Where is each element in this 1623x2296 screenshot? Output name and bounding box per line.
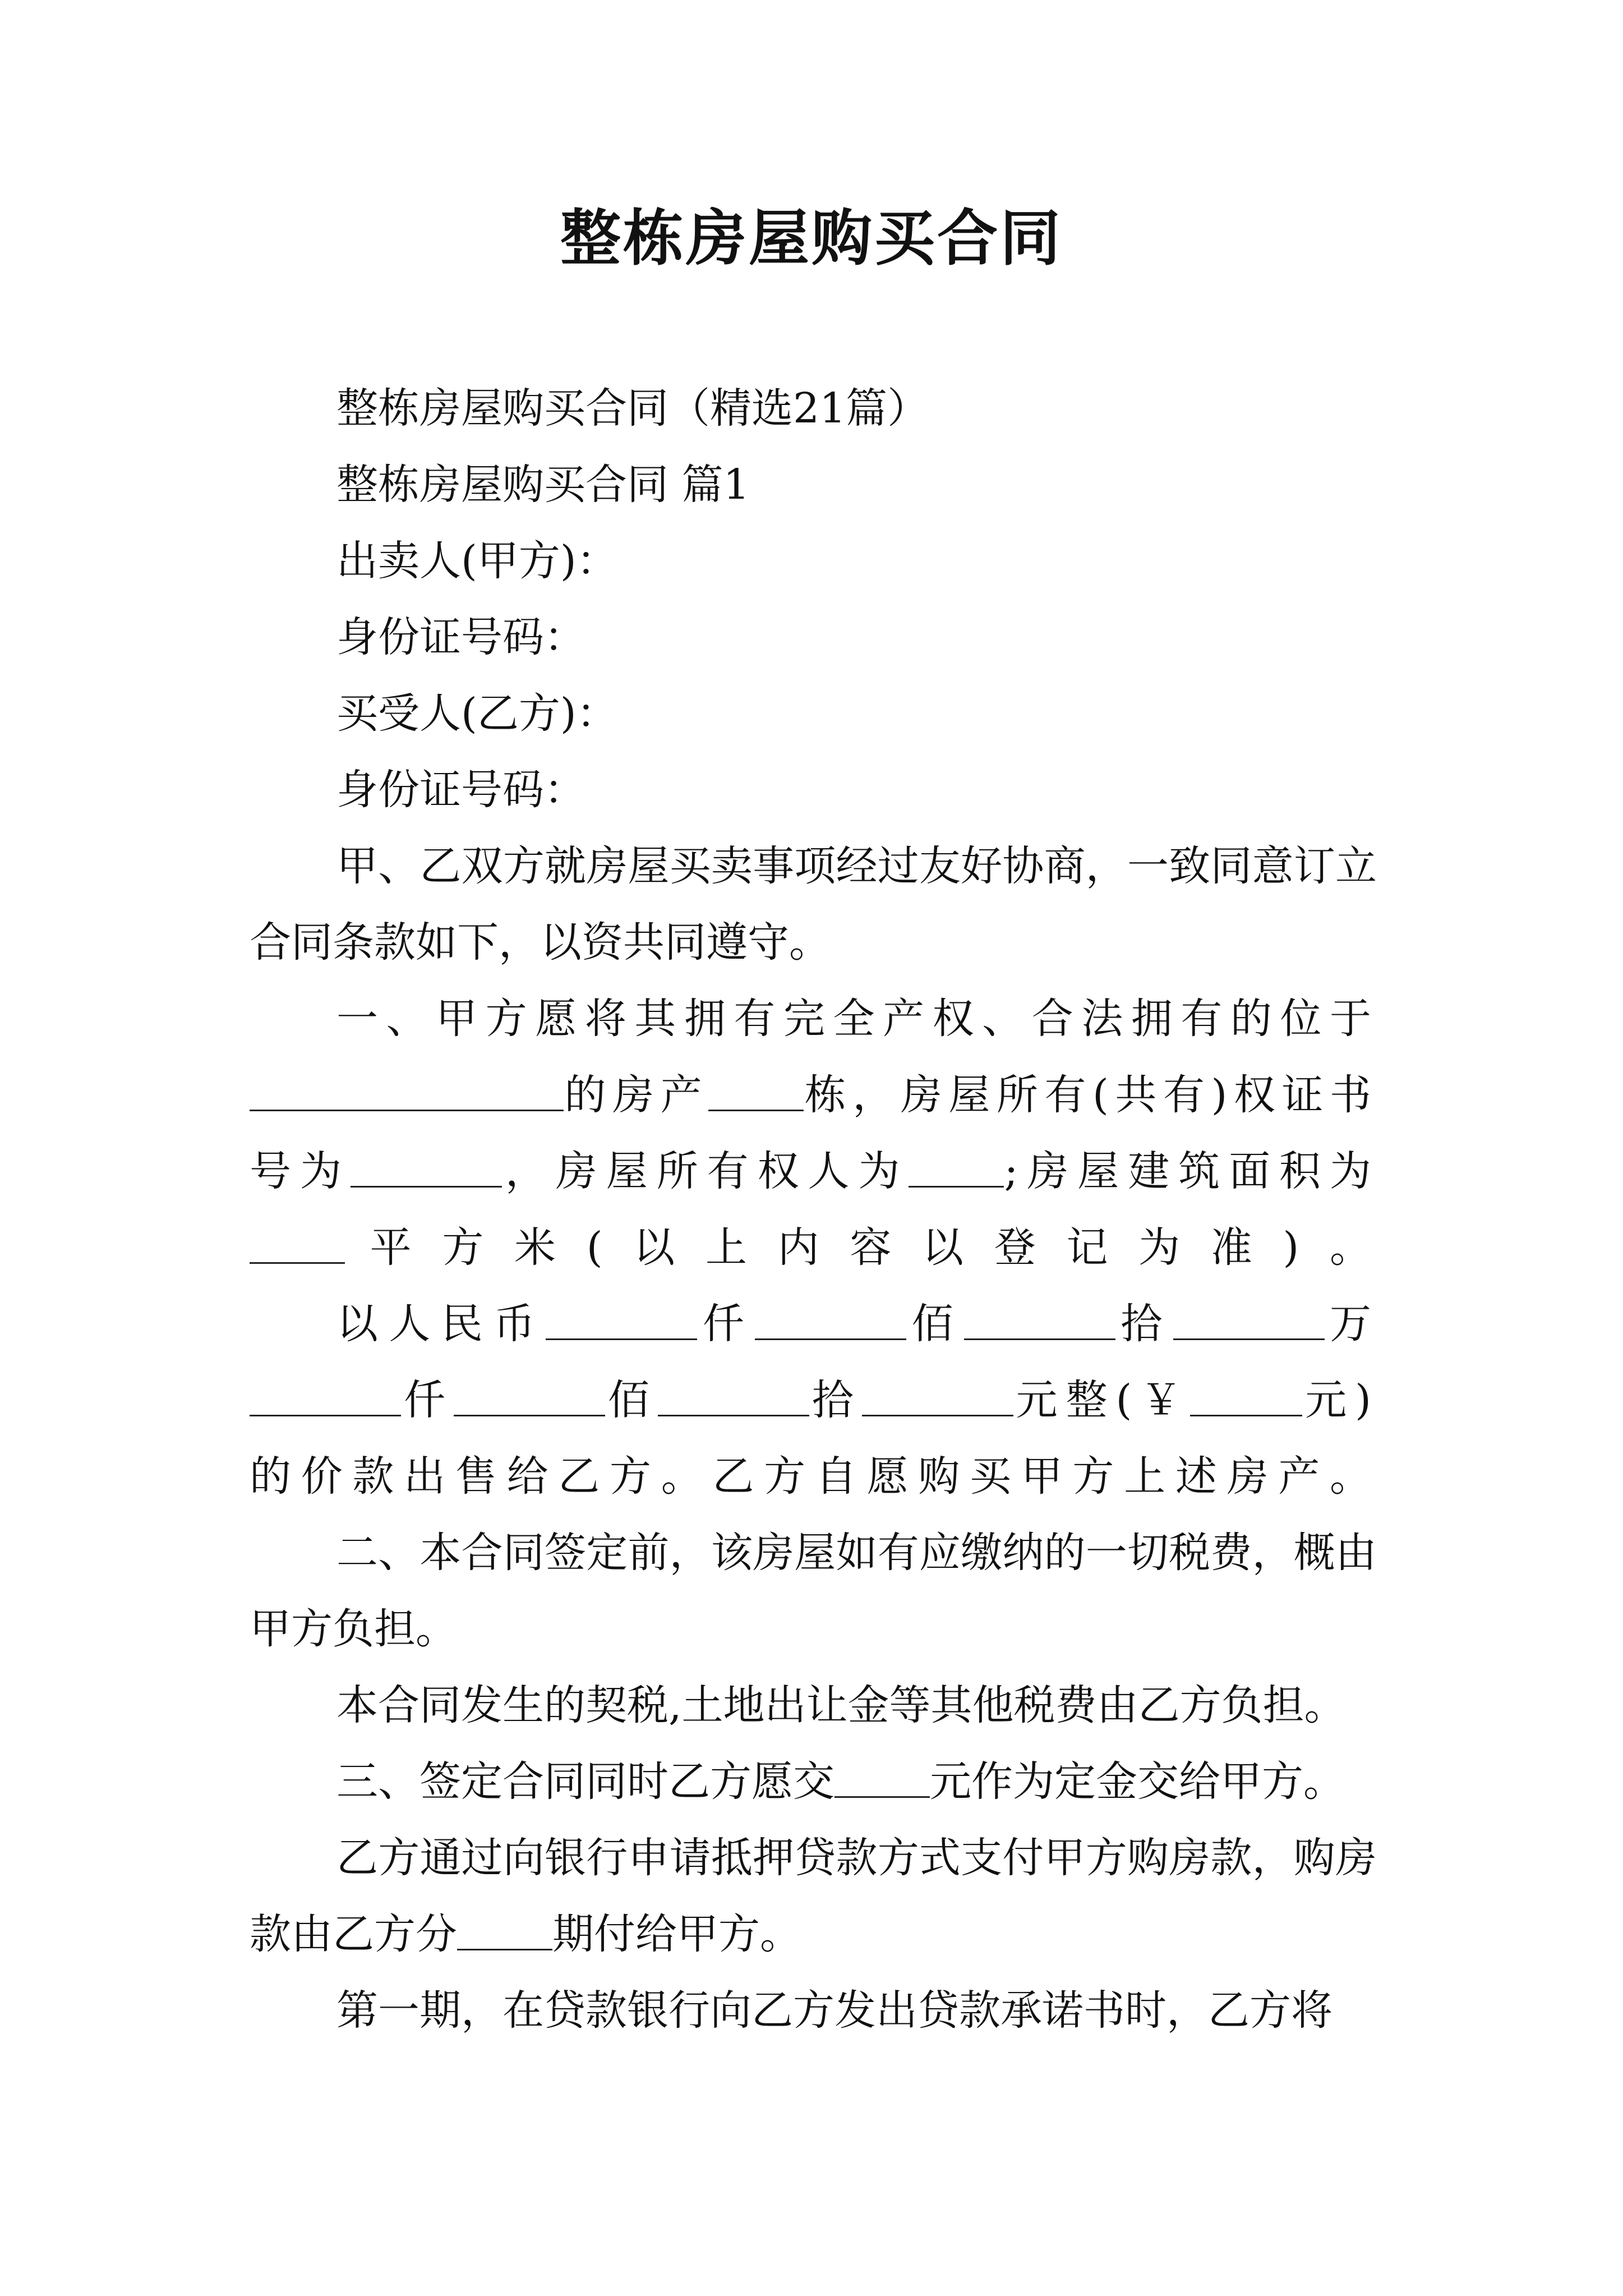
price-text-a: 以人民币	[336, 1300, 546, 1348]
paragraph-clause-3	[250, 1743, 1377, 1820]
paragraph-first-installment: 第一期，在贷款银行向乙方发出贷款承诺书时，乙方将	[336, 1986, 1332, 2035]
paragraph-buyer: 买受人(乙方)：	[336, 689, 618, 738]
price-unit-wan: 万	[1324, 1300, 1377, 1348]
building-number-blank	[708, 1072, 804, 1111]
location-blank	[250, 1072, 564, 1111]
clause-3-text-a: 三、签定合同同时乙方愿交	[336, 1757, 834, 1806]
price-unit-qian-2: 仟	[401, 1376, 454, 1424]
clause-1-text-f: 平方米(以上内容以登记为准)。	[345, 1223, 1377, 1272]
price-blank-7	[658, 1377, 809, 1416]
document-title: 整栋房屋购买合同	[560, 203, 1063, 274]
floor-area-blank	[250, 1225, 345, 1264]
clause-1-text-a: 一、甲方愿将其拥有完全产权、合法拥有的位于	[336, 995, 1377, 1043]
price-unit-shi-2: 拾	[809, 1376, 862, 1424]
clause-1-text-b: 的房产	[564, 1071, 709, 1119]
paragraph-clause-2: 二、本合同签定前，该房屋如有应缴纳的一切税费，概由甲方负担。	[250, 1529, 1377, 1653]
paragraph-seller-id: 身份证号码：	[336, 613, 585, 661]
paragraph-collection-title: 整栋房屋购买合同（精选21篇）	[336, 384, 929, 432]
paragraph-loan	[250, 1820, 1377, 1972]
clause-1-text-d: ，房屋所有权人为	[501, 1147, 909, 1195]
price-blank-8	[862, 1377, 1013, 1416]
price-amount-blank	[1190, 1377, 1302, 1416]
paragraph-buyer-id: 身份证号码：	[336, 766, 585, 814]
price-blank-3	[964, 1301, 1115, 1340]
clause-1-text-e: ;房屋建筑面积为	[1004, 1147, 1377, 1195]
price-unit-shi: 拾	[1115, 1300, 1173, 1348]
price-tail: 的价款出售给乙方。乙方自愿购买甲方上述房产。	[250, 1452, 1377, 1501]
owner-name-blank	[909, 1148, 1004, 1188]
certificate-number-blank	[351, 1148, 502, 1188]
price-blank-5	[250, 1377, 401, 1416]
price-blank-4	[1173, 1301, 1325, 1340]
loan-text-b: 期付给甲方。	[552, 1910, 801, 1958]
paragraph-taxes: 本合同发生的契税,土地出让金等其他税费由乙方负担。	[336, 1681, 1346, 1729]
clause-1-text-c: 栋，房屋所有(共有)权证书号为	[250, 1071, 1377, 1195]
paragraph-agreement-intro: 甲、乙双方就房屋买卖事项经过友好协商，一致同意订立合同条款如下，以资共同遵守。	[250, 842, 1377, 967]
price-unit-yuan-close: 元)	[1302, 1376, 1377, 1424]
loan-text-a: 乙方通过向银行申请抵押贷款方式支付甲方购房款，购房款由乙方分	[250, 1834, 1377, 1958]
paragraph-price	[250, 1286, 1377, 1515]
installments-blank	[457, 1911, 552, 1950]
paragraph-seller: 出卖人(甲方)：	[336, 537, 618, 585]
paragraph-section-heading: 整栋房屋购买合同 篇1	[336, 461, 750, 509]
price-unit-bai: 佰	[906, 1300, 964, 1348]
clause-3-text-b: 元作为定金交给甲方。	[930, 1757, 1345, 1806]
paragraph-clause-1	[250, 981, 1377, 1286]
document-body	[250, 370, 1377, 2049]
price-unit-bai-2: 佰	[605, 1376, 658, 1424]
deposit-blank	[834, 1759, 930, 1798]
price-blank-1	[546, 1301, 697, 1340]
price-unit-yuan: 元整(￥	[1013, 1376, 1191, 1424]
price-blank-2	[755, 1301, 906, 1340]
price-blank-6	[454, 1377, 605, 1416]
price-unit-qian: 仟	[697, 1300, 755, 1348]
